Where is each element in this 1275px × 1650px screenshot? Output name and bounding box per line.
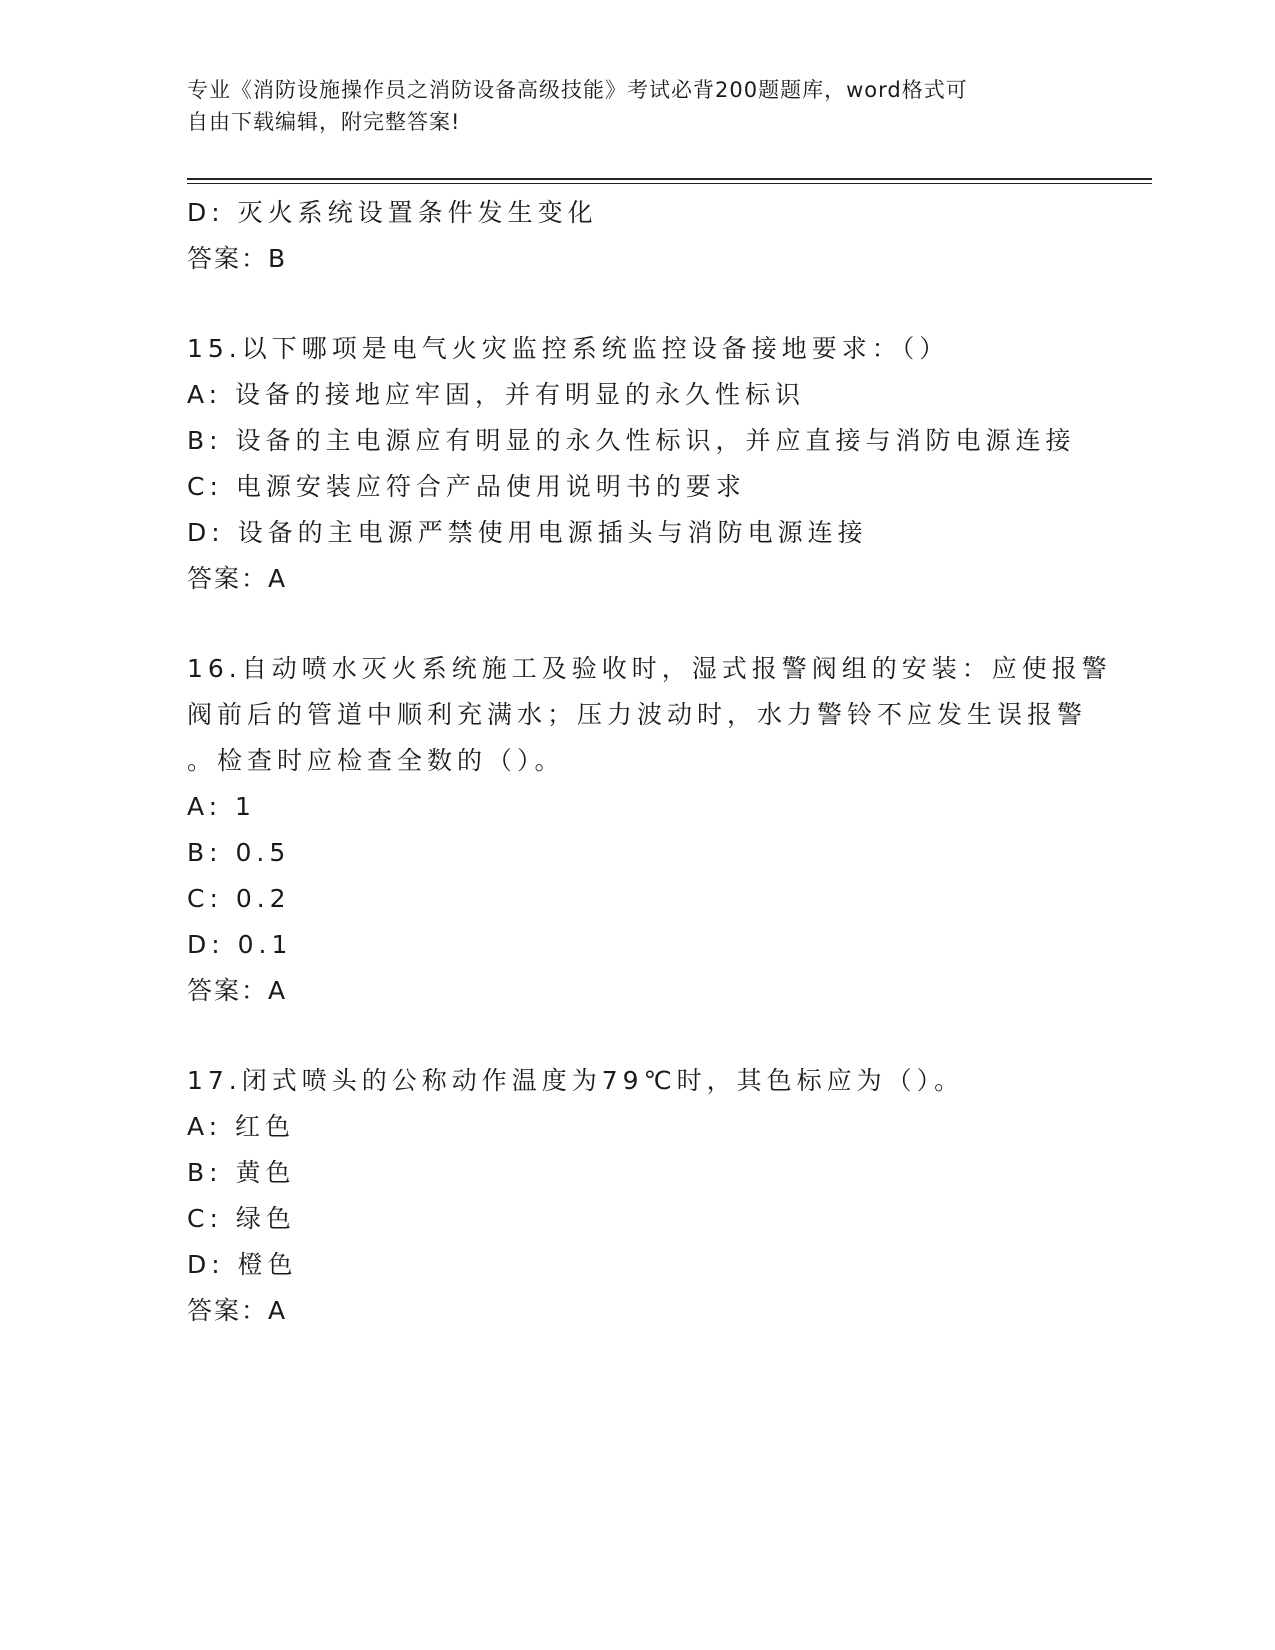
document-header bbox=[187, 74, 1077, 138]
header-line-2: 自由下载编辑，附完整答案! bbox=[187, 110, 461, 134]
question-17 bbox=[187, 1058, 1087, 1334]
question-15 bbox=[187, 326, 1087, 602]
question-stem-line-3: 。检查时应检查全数的（）。 bbox=[187, 746, 565, 775]
option-a: A: 红色 bbox=[187, 1112, 296, 1141]
answer: 答案：A bbox=[187, 976, 288, 1005]
answer: 答案：B bbox=[187, 244, 288, 273]
option-d: D: 橙色 bbox=[187, 1250, 298, 1279]
option-b: B: 设备的主电源应有明显的永久性标识，并应直接与消防电源连接 bbox=[187, 426, 1076, 455]
option-b: B: 0.5 bbox=[187, 838, 291, 867]
option-a: A: 1 bbox=[187, 792, 256, 821]
header-rule-thick bbox=[187, 178, 1152, 180]
spacer bbox=[187, 602, 1087, 646]
option-c: C: 绿色 bbox=[187, 1204, 296, 1233]
option-b: B: 黄色 bbox=[187, 1158, 296, 1187]
question-list bbox=[187, 190, 1112, 1334]
question-16 bbox=[187, 646, 1112, 1014]
question-stem-line-1: 16.自动喷水灭火系统施工及验收时，湿式报警阀组的安装：应使报警 bbox=[187, 654, 1112, 683]
option-a: A: 设备的接地应牢固，并有明显的永久性标识 bbox=[187, 380, 806, 409]
spacer bbox=[187, 1014, 1087, 1058]
question-stem-line-2: 阀前后的管道中顺利充满水；压力波动时，水力警铃不应发生误报警 bbox=[187, 700, 1088, 729]
option-d: D: 灭火系统设置条件发生变化 bbox=[187, 198, 598, 227]
header-line-1: 专业《消防设施操作员之消防设备高级技能》考试必背200题题库，word格式可 bbox=[187, 78, 968, 102]
option-d: D: 设备的主电源严禁使用电源插头与消防电源连接 bbox=[187, 518, 868, 547]
question-14-tail bbox=[187, 190, 1087, 282]
option-c: C: 0.2 bbox=[187, 884, 291, 913]
option-c: C: 电源安装应符合产品使用说明书的要求 bbox=[187, 472, 746, 501]
header-rule-thin bbox=[187, 183, 1152, 184]
question-stem: 17.闭式喷头的公称动作温度为79℃时，其色标应为（）。 bbox=[187, 1066, 965, 1095]
spacer bbox=[187, 282, 1087, 326]
question-stem: 15.以下哪项是电气火灾监控系统监控设备接地要求：（） bbox=[187, 334, 950, 363]
answer: 答案：A bbox=[187, 1296, 288, 1325]
option-d: D: 0.1 bbox=[187, 930, 293, 959]
answer: 答案：A bbox=[187, 564, 288, 593]
